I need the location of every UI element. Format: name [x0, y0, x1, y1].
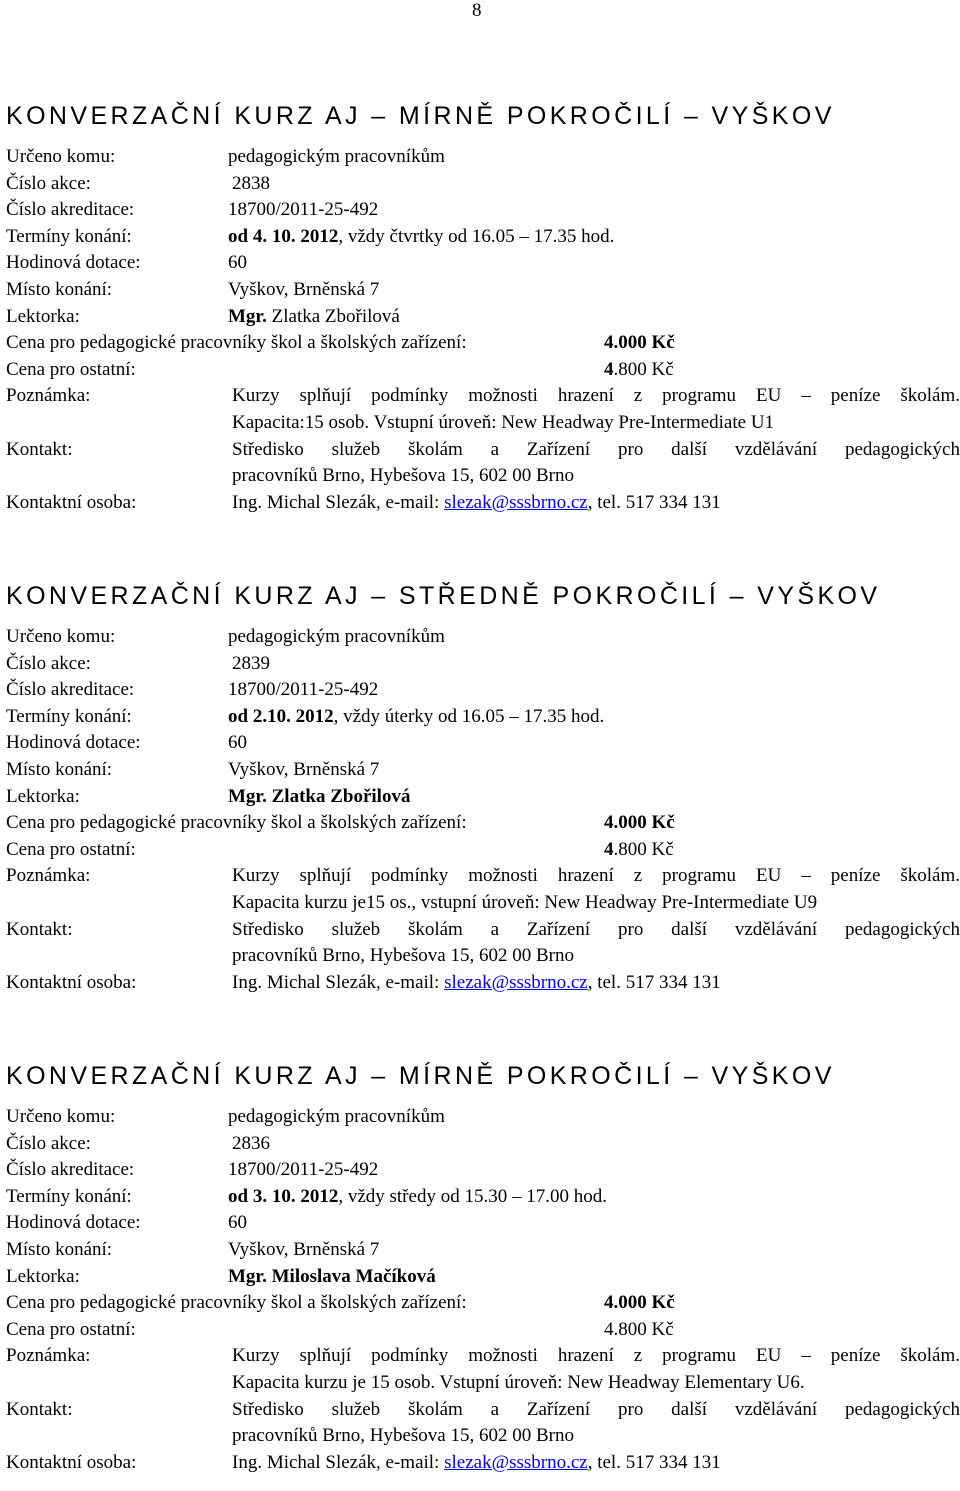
label-lektorka: Lektorka: — [6, 1265, 80, 1287]
cena-ost-num: 4 — [604, 838, 614, 860]
osoba-tel: , tel. 517 334 131 — [587, 1451, 721, 1473]
value-cena-ost — [604, 1317, 674, 1344]
row-cena-ost — [6, 357, 960, 384]
row-poznamka — [6, 863, 960, 916]
value-terminy — [228, 1184, 607, 1211]
row-cena-ped — [6, 330, 960, 357]
value-poznamka — [232, 863, 960, 916]
value-misto: Vyškov, Brněnská 7 — [228, 758, 380, 780]
row-poznamka — [6, 1343, 960, 1396]
label-cena-ost: Cena pro ostatní: — [6, 838, 136, 860]
value-urceno: pedagogickým pracovníkům — [228, 626, 445, 647]
value-akreditace: 18700/2011-25-492 — [228, 1159, 379, 1181]
label-cena-ped: Cena pro pedagogické pracovníky škol a školských zařízení: — [6, 1292, 467, 1314]
kontakt-line-1: Středisko služeb školám a Zařízení pro další vzdělávání pedagogických — [232, 1398, 960, 1420]
osoba-name: Ing. Michal Slezák, e-mail: — [232, 491, 445, 513]
course-section-2839 — [6, 576, 960, 996]
course-heading: KONVERZAČNÍ KURZ AJ – MÍRNĚ POKROČILÍ – VYŠKOV — [6, 1062, 835, 1090]
label-cislo-akce: Číslo akce: — [6, 172, 91, 194]
terminy-detail: , vždy úterky od 16.05 – 17.35 hod. — [333, 705, 605, 727]
row-urceno — [6, 1104, 960, 1131]
value-urceno: pedagogickým pracovníkům — [228, 1106, 445, 1127]
osoba-name: Ing. Michal Slezák, e-mail: — [232, 1451, 445, 1473]
poznamka-line-1: Kurzy splňují podmínky možnosti hrazení z programu EU – peníze školám. — [232, 865, 960, 887]
value-kontakt — [232, 1397, 960, 1450]
row-terminy — [6, 1184, 960, 1211]
row-cislo-akce — [6, 651, 960, 678]
kontakt-line-2: pracovníků Brno, Hybešova 15, 602 00 Brno — [232, 945, 574, 967]
page-number: 8 — [472, 0, 482, 21]
cena-ost-num: 4 — [604, 358, 614, 380]
value-lektorka — [228, 304, 400, 331]
row-kontakt — [6, 917, 960, 970]
course-heading: KONVERZAČNÍ KURZ AJ – MÍRNĚ POKROČILÍ – VYŠKOV — [6, 102, 835, 130]
label-osoba: Kontaktní osoba: — [6, 491, 137, 513]
osoba-name: Ing. Michal Slezák, e-mail: — [232, 971, 445, 993]
row-cislo-akce — [6, 171, 960, 198]
value-poznamka — [232, 383, 960, 436]
poznamka-line-2: Kapacita kurzu je15 os., vstupní úroveň: New Headway Pre-Intermediate U9 — [232, 891, 818, 913]
terminy-detail: , vždy čtvrtky od 16.05 – 17.35 hod. — [338, 225, 615, 247]
terminy-date: od 2.10. 2012 — [228, 705, 334, 727]
label-akreditace: Číslo akreditace: — [6, 199, 135, 221]
row-osoba — [6, 970, 960, 997]
lektorka-name: Zlatka Zbořilová — [271, 785, 411, 807]
label-cena-ped: Cena pro pedagogické pracovníky škol a školských zařízení: — [6, 332, 467, 354]
kontakt-line-2: pracovníků Brno, Hybešova 15, 602 00 Brno — [232, 465, 574, 487]
email-link[interactable]: slezak@sssbrno.cz — [444, 491, 588, 513]
label-kontakt: Kontakt: — [6, 918, 73, 940]
lektorka-title: Mgr. — [228, 305, 272, 327]
poznamka-line-1: Kurzy splňují podmínky možnosti hrazení z programu EU – peníze školám. — [232, 385, 960, 407]
value-terminy — [228, 704, 604, 731]
value-misto: Vyškov, Brněnská 7 — [228, 1238, 380, 1260]
label-poznamka: Poznámka: — [6, 865, 91, 887]
label-misto: Místo konání: — [6, 758, 113, 780]
value-cena-ped: 4.000 Kč — [604, 332, 675, 354]
terminy-detail: , vždy středy od 15.30 – 17.00 hod. — [338, 1185, 607, 1207]
label-osoba: Kontaktní osoba: — [6, 971, 137, 993]
poznamka-line-1: Kurzy splňují podmínky možnosti hrazení z programu EU – peníze školám. — [232, 1345, 960, 1367]
course-section-2838 — [6, 96, 960, 516]
kontakt-line-2: pracovníků Brno, Hybešova 15, 602 00 Brno — [232, 1425, 574, 1447]
value-osoba — [232, 1450, 721, 1477]
label-urceno: Určeno komu: — [6, 1106, 116, 1127]
label-urceno: Určeno komu: — [6, 146, 116, 167]
label-cislo-akce: Číslo akce: — [6, 652, 91, 674]
label-terminy: Termíny konání: — [6, 705, 132, 727]
row-misto — [6, 1237, 960, 1264]
row-akreditace — [6, 197, 960, 224]
value-poznamka — [232, 1343, 960, 1396]
poznamka-line-2: Kapacita kurzu je 15 osob. Vstupní úroveň: New Headway Elementary U6. — [232, 1371, 805, 1393]
row-urceno — [6, 144, 960, 171]
label-urceno: Určeno komu: — [6, 626, 116, 647]
course-section-2836 — [6, 1056, 960, 1476]
row-dotace — [6, 250, 960, 277]
label-akreditace: Číslo akreditace: — [6, 1159, 135, 1181]
value-kontakt — [232, 437, 960, 490]
value-misto: Vyškov, Brněnská 7 — [228, 278, 380, 300]
label-cena-ost: Cena pro ostatní: — [6, 1318, 136, 1340]
row-poznamka — [6, 383, 960, 436]
row-cena-ost — [6, 1317, 960, 1344]
lektorka-title: Mgr. — [228, 1265, 272, 1287]
email-link[interactable]: slezak@sssbrno.cz — [444, 1451, 588, 1473]
value-cena-ped: 4.000 Kč — [604, 812, 675, 834]
row-terminy — [6, 224, 960, 251]
value-lektorka — [228, 1264, 436, 1291]
label-dotace: Hodinová dotace: — [6, 252, 141, 274]
cena-ost-rest: .800 Kč — [613, 1318, 674, 1340]
lektorka-name: Zlatka Zbořilová — [271, 305, 400, 327]
cena-ost-num: 4 — [604, 1318, 614, 1340]
row-akreditace — [6, 1157, 960, 1184]
row-kontakt — [6, 1397, 960, 1450]
label-lektorka: Lektorka: — [6, 785, 80, 807]
label-dotace: Hodinová dotace: — [6, 732, 141, 754]
osoba-tel: , tel. 517 334 131 — [587, 491, 721, 513]
row-cena-ped — [6, 1290, 960, 1317]
label-terminy: Termíny konání: — [6, 1185, 132, 1207]
value-dotace: 60 — [228, 252, 247, 274]
kontakt-line-1: Středisko služeb školám a Zařízení pro další vzdělávání pedagogických — [232, 918, 960, 940]
row-misto — [6, 277, 960, 304]
email-link[interactable]: slezak@sssbrno.cz — [444, 971, 588, 993]
label-dotace: Hodinová dotace: — [6, 1212, 141, 1234]
row-cena-ped — [6, 810, 960, 837]
cena-ost-rest: .800 Kč — [613, 838, 674, 860]
value-terminy — [228, 224, 614, 251]
label-misto: Místo konání: — [6, 1238, 113, 1260]
value-lektorka — [228, 784, 410, 811]
value-cislo-akce: 2836 — [232, 1132, 270, 1154]
cena-ost-rest: .800 Kč — [613, 358, 674, 380]
row-cislo-akce — [6, 1131, 960, 1158]
row-akreditace — [6, 677, 960, 704]
row-dotace — [6, 1210, 960, 1237]
label-poznamka: Poznámka: — [6, 1345, 91, 1367]
terminy-date: od 3. 10. 2012 — [228, 1185, 339, 1207]
row-terminy — [6, 704, 960, 731]
row-kontakt — [6, 437, 960, 490]
kontakt-line-1: Středisko služeb školám a Zařízení pro další vzdělávání pedagogických — [232, 438, 960, 460]
value-cena-ped: 4.000 Kč — [604, 1292, 675, 1314]
terminy-date: od 4. 10. 2012 — [228, 225, 339, 247]
lektorka-title: Mgr. — [228, 785, 272, 807]
label-kontakt: Kontakt: — [6, 438, 73, 460]
row-cena-ost — [6, 837, 960, 864]
poznamka-line-2: Kapacita:15 osob. Vstupní úroveň: New Headway Pre-Intermediate U1 — [232, 411, 775, 433]
row-lektorka — [6, 784, 960, 811]
osoba-tel: , tel. 517 334 131 — [587, 971, 721, 993]
value-akreditace: 18700/2011-25-492 — [228, 679, 379, 701]
label-misto: Místo konání: — [6, 278, 113, 300]
value-dotace: 60 — [228, 1212, 247, 1234]
label-cena-ost: Cena pro ostatní: — [6, 358, 136, 380]
row-lektorka — [6, 304, 960, 331]
label-terminy: Termíny konání: — [6, 225, 132, 247]
value-dotace: 60 — [228, 732, 247, 754]
row-osoba — [6, 490, 960, 517]
value-osoba — [232, 970, 721, 997]
label-osoba: Kontaktní osoba: — [6, 1451, 137, 1473]
value-cena-ost — [604, 357, 674, 384]
label-cislo-akce: Číslo akce: — [6, 1132, 91, 1154]
row-urceno — [6, 624, 960, 651]
label-lektorka: Lektorka: — [6, 305, 80, 327]
row-lektorka — [6, 1264, 960, 1291]
label-kontakt: Kontakt: — [6, 1398, 73, 1420]
value-cislo-akce: 2839 — [232, 652, 270, 674]
value-cena-ost — [604, 837, 674, 864]
value-akreditace: 18700/2011-25-492 — [228, 199, 379, 221]
value-cislo-akce: 2838 — [232, 172, 270, 194]
value-osoba — [232, 490, 721, 517]
course-heading: KONVERZAČNÍ KURZ AJ – STŘEDNĚ POKROČILÍ – VYŠKOV — [6, 582, 881, 610]
lektorka-name: Miloslava Mačíková — [271, 1265, 436, 1287]
label-cena-ped: Cena pro pedagogické pracovníky škol a školských zařízení: — [6, 812, 467, 834]
value-urceno: pedagogickým pracovníkům — [228, 146, 445, 167]
row-misto — [6, 757, 960, 784]
label-akreditace: Číslo akreditace: — [6, 679, 135, 701]
label-poznamka: Poznámka: — [6, 385, 91, 407]
value-kontakt — [232, 917, 960, 970]
row-osoba — [6, 1450, 960, 1477]
row-dotace — [6, 730, 960, 757]
